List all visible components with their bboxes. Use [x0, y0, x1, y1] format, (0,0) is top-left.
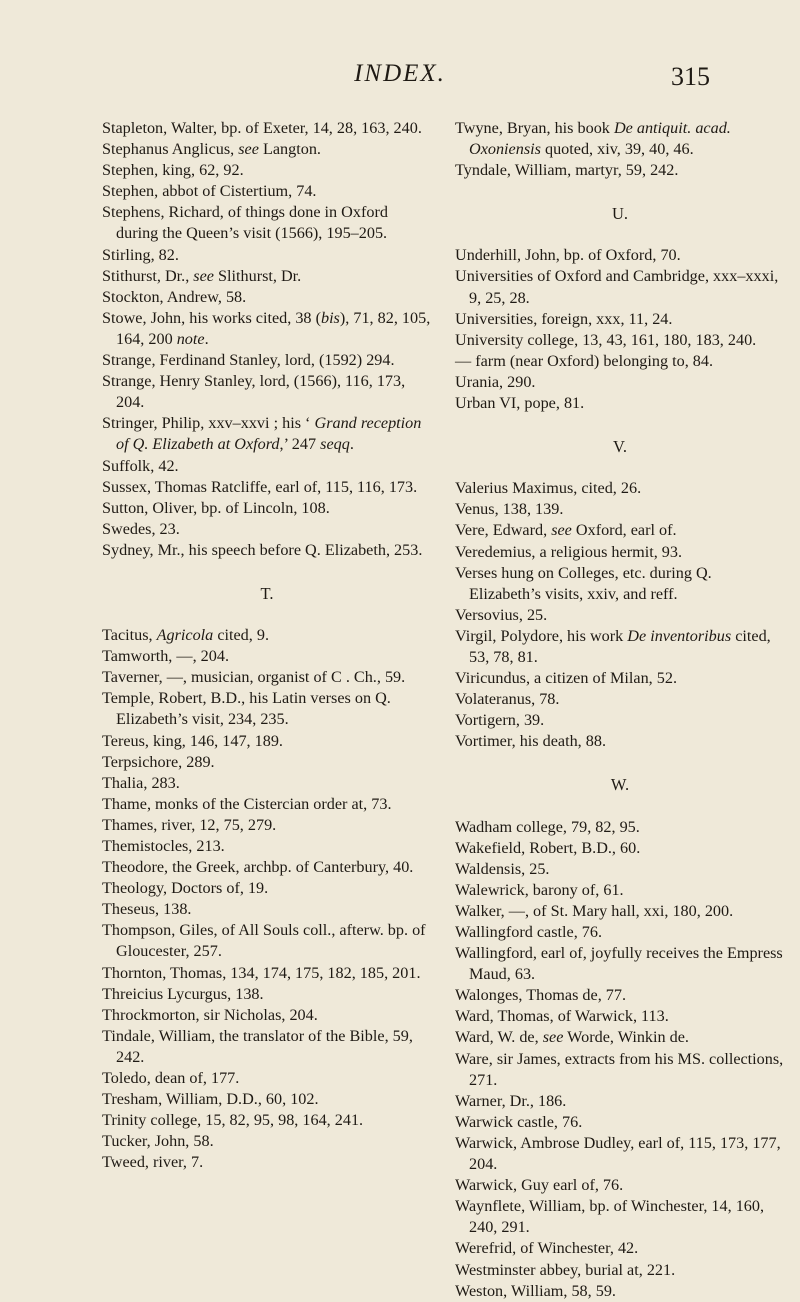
- index-entry: Stowe, John, his works cited, 38 (bis), 71, 82, 105, 164, 200 note.: [102, 308, 431, 348]
- index-entry: Wadham college, 79, 82, 95.: [455, 817, 640, 836]
- index-entry: Thames, river, 12, 75, 279.: [102, 815, 277, 834]
- index-entry: Temple, Robert, B.D., his Latin verses on Q. Elizabeth’s visit, 234, 235.: [102, 689, 391, 729]
- index-entry: Tindale, William, the translator of the Bible, 59, 242.: [102, 1026, 413, 1066]
- index-entry: Veredemius, a religious hermit, 93.: [455, 542, 683, 561]
- index-entry: Stephens, Richard, of things done in Oxford during the Queen’s visit (1566), 195–205.: [102, 203, 388, 243]
- index-entry: Sutton, Oliver, bp. of Lincoln, 108.: [102, 498, 330, 517]
- section-letter: W.: [610, 775, 630, 795]
- index-entry: Stephen, abbot of Cistertium, 74.: [102, 182, 317, 201]
- index-entry: — farm (near Oxford) belonging to, 84.: [455, 351, 714, 370]
- index-entry: Warwick, Guy earl of, 76.: [455, 1176, 624, 1195]
- index-entry: Swedes, 23.: [102, 519, 180, 538]
- index-entry: Waynflete, William, bp. of Winchester, 14, 160, 240, 291.: [455, 1197, 765, 1237]
- index-entry: Viricundus, a citizen of Milan, 52.: [455, 669, 678, 688]
- index-entry: Tacitus, Agricola cited, 9.: [102, 626, 270, 645]
- index-entry: Versovius, 25.: [455, 605, 548, 624]
- index-entry: Wallingford castle, 76.: [455, 923, 603, 941]
- running-title: INDEX.: [354, 60, 446, 87]
- index-entry: Universities of Oxford and Cambridge, xxx–xxxi, 9, 25, 28.: [455, 267, 779, 307]
- index-entry: Werefrid, of Winchester, 42.: [455, 1239, 639, 1258]
- index-entry: Tereus, king, 146, 147, 189.: [102, 731, 283, 750]
- index-entry: Underhill, John, bp. of Oxford, 70.: [455, 246, 681, 265]
- index-entry: Thompson, Giles, of All Souls coll., afterw. bp. of Gloucester, 257.: [102, 921, 426, 961]
- index-entry: Thame, monks of the Cistercian order at, 73.: [102, 794, 392, 813]
- index-entry: Universities, foreign, xxx, 11, 24.: [455, 309, 673, 328]
- index-entry: University college, 13, 43, 161, 180, 183, 240.: [455, 330, 757, 349]
- index-entry: Warwick castle, 76.: [455, 1112, 583, 1131]
- index-entry: Verses hung on Colleges, etc. during Q. Elizabeth’s visits, xxiv, and reff.: [455, 563, 712, 603]
- index-entry: Taverner, —, musician, organist of C . Ch., 59.: [102, 668, 406, 687]
- index-entry: Westminster abbey, burial at, 221.: [455, 1260, 676, 1279]
- page-number: 315: [671, 62, 710, 91]
- index-entry: Theseus, 138.: [102, 900, 192, 919]
- index-entry: Tucker, John, 58.: [102, 1132, 214, 1151]
- index-entry: Stockton, Andrew, 58.: [102, 287, 247, 306]
- index-entry: Volateranus, 78.: [455, 690, 560, 709]
- index-entry: Ware, sir James, extracts from his MS. collections, 271.: [455, 1049, 784, 1089]
- index-entry: Vortimer, his death, 88.: [455, 732, 607, 751]
- index-entry: Warner, Dr., 186.: [455, 1091, 567, 1110]
- index-entry: Ward, Thomas, of Warwick, 113.: [455, 1007, 669, 1026]
- index-entry: Tamworth, —, 204.: [102, 647, 230, 666]
- index-entry: Warwick, Ambrose Dudley, earl of, 115, 173, 177, 204.: [455, 1133, 781, 1174]
- index-entry: Urania, 290.: [455, 372, 536, 391]
- index-entry: Threicius Lycurgus, 138.: [102, 984, 264, 1003]
- index-entry: Walker, —, of St. Mary hall, xxi, 180, 200.: [455, 901, 734, 920]
- index-entry: Toledo, dean of, 177.: [102, 1069, 240, 1088]
- index-entry: Suffolk, 42.: [102, 456, 179, 475]
- index-entry: Waldensis, 25.: [455, 859, 550, 878]
- index-entry: Ward, W. de, see Worde, Winkin de.: [455, 1028, 689, 1047]
- index-entry: Valerius Maximus, cited, 26.: [455, 479, 642, 498]
- index-entry: Sussex, Thomas Ratcliffe, earl of, 115, 116, 173.: [102, 477, 418, 496]
- index-entry: Stapleton, Walter, bp. of Exeter, 14, 28, 163, 240.: [102, 119, 422, 137]
- index-entry: Thornton, Thomas, 134, 174, 175, 182, 185, 201.: [102, 963, 421, 982]
- section-letter: V.: [613, 437, 627, 457]
- section-letter: U.: [611, 204, 629, 224]
- index-entry: Vere, Edward, see Oxford, earl of.: [455, 521, 677, 540]
- index-entry: Urban VI, pope, 81.: [455, 394, 585, 413]
- index-entry: Stringer, Philip, xxv–xxvi ; his ‘ Grand reception of Q. Elizabeth at Oxford,’ 247 seqq.: [102, 414, 422, 454]
- index-entry: Tyndale, William, martyr, 59, 242.: [455, 161, 679, 180]
- index-entry: Stephen, king, 62, 92.: [102, 161, 244, 180]
- index-column-right: [455, 118, 785, 1302]
- index-entry: Theodore, the Greek, archbp. of Canterbury, 40.: [102, 858, 414, 877]
- index-entry: Themistocles, 213.: [102, 837, 225, 855]
- index-entry: Vortigern, 39.: [455, 711, 545, 730]
- index-entry: Terpsichore, 289.: [102, 752, 215, 771]
- index-entry: Trinity college, 15, 82, 95, 98, 164, 241.: [102, 1111, 364, 1130]
- index-entry: Thalia, 283.: [102, 773, 180, 792]
- index-entry: Venus, 138, 139.: [455, 500, 564, 519]
- index-entry: Tresham, William, D.D., 60, 102.: [102, 1090, 319, 1109]
- index-entry: Virgil, Polydore, his work De inventoribus cited, 53, 78, 81.: [455, 626, 771, 666]
- index-entry: Wallingford, earl of, joyfully receives the Empress Maud, 63.: [455, 944, 783, 984]
- index-entry: Weston, William, 58, 59.: [455, 1281, 616, 1300]
- index-entry: Stithurst, Dr., see Slithurst, Dr.: [102, 266, 302, 285]
- running-head: [0, 60, 800, 100]
- index-entry: Walonges, Thomas de, 77.: [455, 986, 627, 1005]
- index-entry: Walewrick, barony of, 61.: [455, 880, 624, 899]
- index-entry: Strange, Ferdinand Stanley, lord, (1592) 294.: [102, 351, 395, 370]
- index-entry: Stephanus Anglicus, see Langton.: [102, 140, 321, 159]
- section-letter: T.: [260, 583, 274, 603]
- index-entry: Throckmorton, sir Nicholas, 204.: [102, 1005, 318, 1024]
- index-entry: Tweed, river, 7.: [102, 1153, 204, 1172]
- index-entry: Strange, Henry Stanley, lord, (1566), 116, 173, 204.: [102, 372, 406, 412]
- index-entry: Theology, Doctors of, 19.: [102, 879, 269, 898]
- index-entry: Sydney, Mr., his speech before Q. Elizabeth, 253.: [102, 540, 423, 559]
- index-entry: Stirling, 82.: [102, 245, 179, 264]
- index-column-left: [102, 118, 432, 1174]
- index-entry: Twyne, Bryan, his book De antiquit. acad. Oxoniensis quoted, xiv, 39, 40, 46.: [455, 119, 731, 159]
- index-entry: Wakefield, Robert, B.D., 60.: [455, 838, 641, 857]
